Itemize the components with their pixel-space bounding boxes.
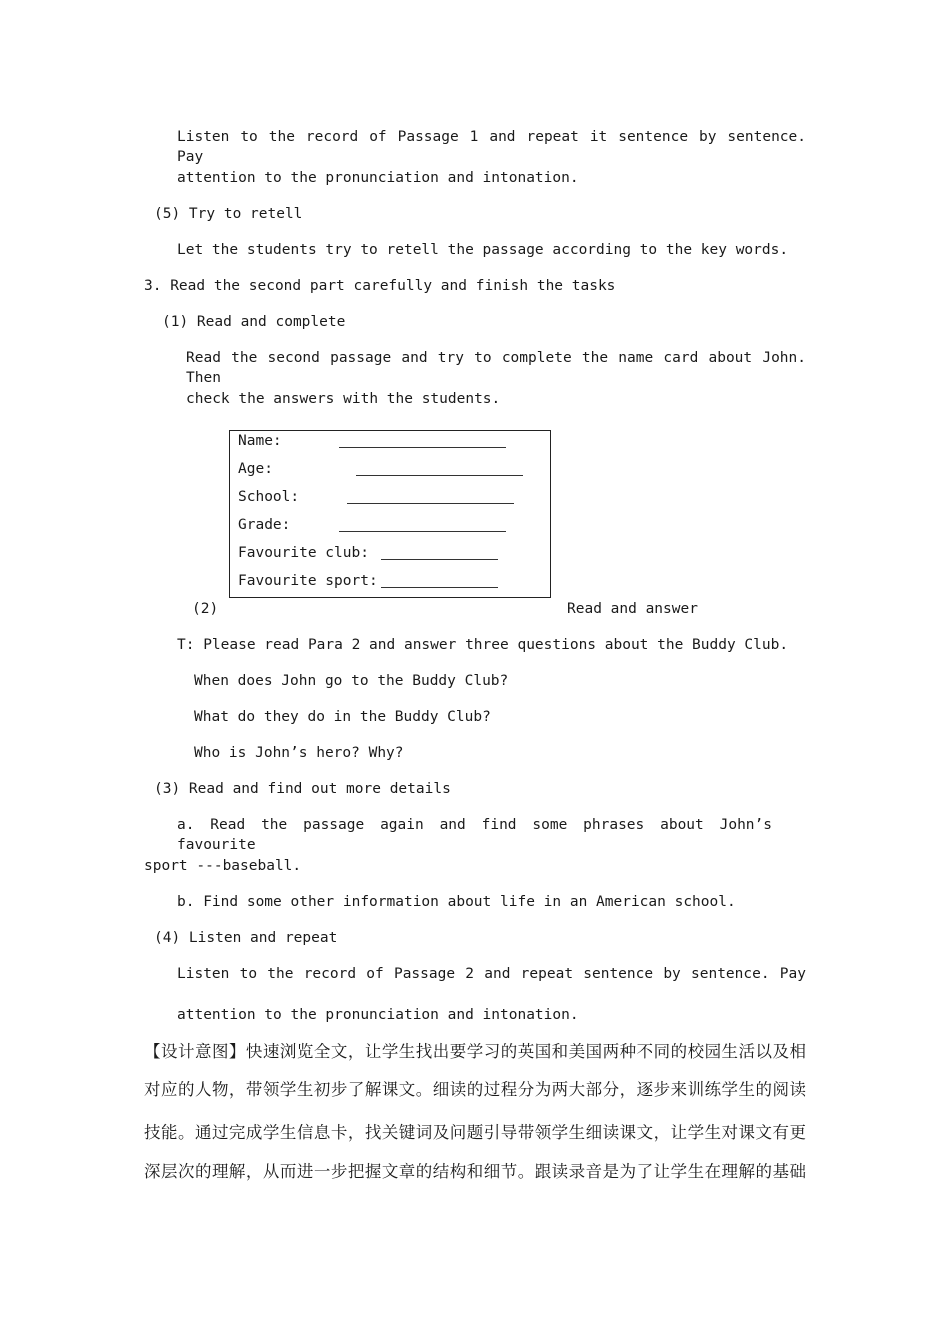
- name-card-school-label: School:: [238, 489, 300, 505]
- question-1: When does John go to the Buddy Club?: [194, 673, 509, 689]
- name-card: [229, 430, 551, 598]
- name-card-age-blank[interactable]: [356, 475, 523, 476]
- design-intent-line2: 对应的人物，带领学生初步了解课文。细读的过程分为两大部分，逐步来训练学生的阅读: [144, 1080, 806, 1099]
- name-card-grade-label: Grade:: [238, 517, 291, 533]
- name-card-grade-blank[interactable]: [339, 531, 506, 532]
- part3-heading: 3. Read the second part carefully and finish the tasks: [144, 278, 616, 294]
- sub3-heading: (3) Read and find out more details: [154, 781, 451, 797]
- sub4-line1: Listen to the record of Passage 2 and repeat sentence by sentence. Pay: [177, 966, 806, 982]
- name-card-name-label: Name:: [238, 433, 282, 449]
- name-card-name-blank[interactable]: [339, 447, 506, 448]
- sub4-line2: attention to the pronunciation and intonation.: [177, 1007, 579, 1023]
- step5-heading: (5) Try to retell: [154, 206, 303, 222]
- design-intent-line3: 技能。通过完成学生信息卡，找关键词及问题引导带领学生细读课文，让学生对课文有更: [144, 1123, 806, 1142]
- name-card-sport-blank[interactable]: [381, 587, 498, 588]
- name-card-age-label: Age:: [238, 461, 273, 477]
- sub4-heading: (4) Listen and repeat: [154, 930, 338, 946]
- sub3-a-line1: a. Read the passage again and find some phrases about John’s favourite: [177, 817, 772, 853]
- name-card-club-label: Favourite club:: [238, 545, 369, 561]
- question-3: Who is John’s hero? Why?: [194, 745, 404, 761]
- sub1-line1: Read the second passage and try to complete the name card about John. Then: [186, 350, 806, 386]
- name-card-sport-label: Favourite sport:: [238, 573, 378, 589]
- step5-body: Let the students try to retell the passage according to the key words.: [177, 242, 789, 258]
- sub1-line2: check the answers with the students.: [186, 391, 501, 407]
- sub3-a-line2: sport ---baseball.: [144, 858, 302, 874]
- sub2-heading: Read and answer: [567, 601, 698, 617]
- design-intent-line1: 【设计意图】快速浏览全文，让学生找出要学习的英国和美国两种不同的校园生活以及相: [144, 1042, 806, 1061]
- passage1-repeat-line2: attention to the pronunciation and intonation.: [177, 170, 579, 186]
- sub2-prompt: T: Please read Para 2 and answer three questions about the Buddy Club.: [177, 637, 789, 653]
- sub1-heading: (1) Read and complete: [162, 314, 346, 330]
- design-intent-line4: 深层次的理解，从而进一步把握文章的结构和细节。跟读录音是为了让学生在理解的基础: [144, 1162, 806, 1181]
- name-card-school-blank[interactable]: [347, 503, 514, 504]
- name-card-club-blank[interactable]: [381, 559, 498, 560]
- sub2-number: (2): [192, 601, 219, 617]
- sub3-b: b. Find some other information about life in an American school.: [177, 894, 736, 910]
- passage1-repeat-line1: Listen to the record of Passage 1 and repeat it sentence by sentence. Pay: [177, 129, 806, 165]
- question-2: What do they do in the Buddy Club?: [194, 709, 491, 725]
